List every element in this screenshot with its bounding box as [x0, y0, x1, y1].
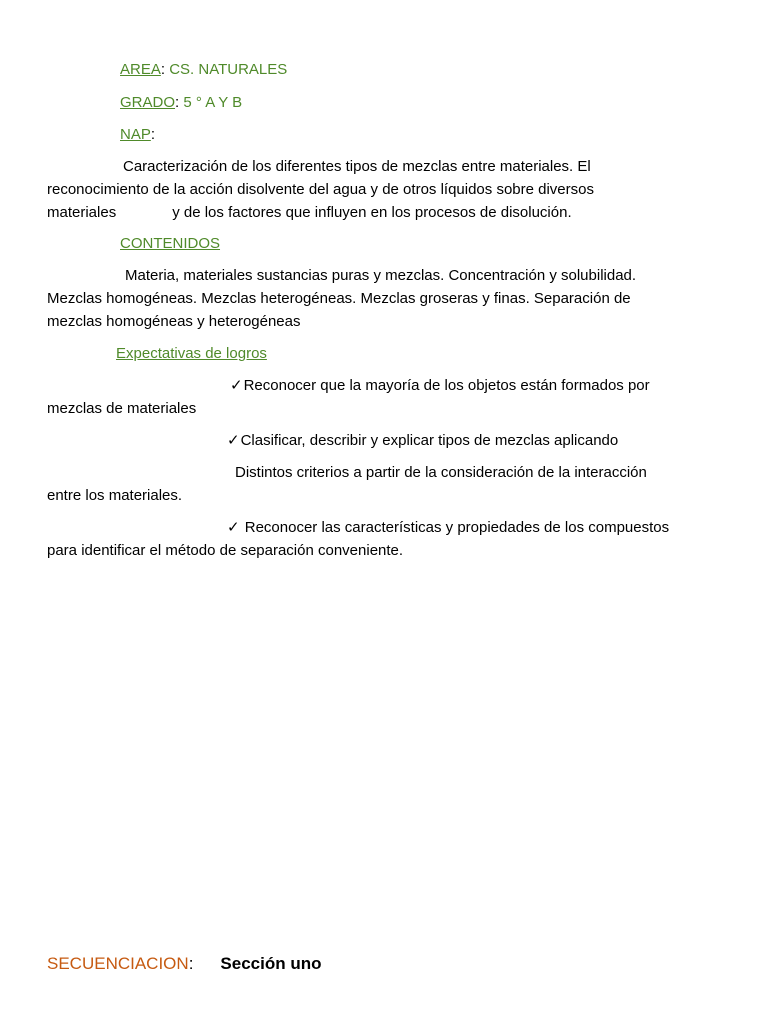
secuenciacion-value: Sección uno — [220, 954, 322, 973]
nap-line — [120, 123, 155, 146]
expectativa-text: Clasificar, describir y explicar tipos de mezclas aplicando — [240, 432, 619, 449]
secuenciacion-label: SECUENCIACION — [47, 954, 189, 973]
area-label: AREA — [120, 61, 161, 78]
area-value: CS. NATURALES — [165, 61, 288, 78]
nap-paragraph-fragment: y de los factores que influyen en los procesos de disolución. — [172, 204, 572, 221]
nap-paragraph — [47, 155, 717, 224]
expectativa-item — [47, 429, 717, 452]
check-mark-icon: ✓ — [230, 377, 243, 394]
secuenciacion-line — [47, 951, 322, 977]
grado-separator: : — [175, 94, 180, 111]
nap-paragraph-row: Caracterización de los diferentes tipos de mezclas entre materiales. El — [123, 158, 591, 175]
contenidos-row: Mezclas homogéneas. Mezclas heterogéneas. Mezclas groseras y finas. Separación de — [47, 290, 631, 307]
expectativa-continuation: mezclas de materiales — [47, 400, 197, 417]
secuenciacion-separator: : — [188, 954, 194, 973]
grado-line — [120, 91, 242, 114]
nap-paragraph-fragment: materiales — [47, 204, 117, 221]
expectativa-text: Distintos criterios a partir de la consideración de la interacción — [235, 464, 647, 481]
nap-paragraph-row — [47, 201, 717, 224]
grado-value: 5 ° A Y B — [179, 94, 243, 111]
nap-label: NAP — [120, 126, 151, 143]
expectativa-continuation: entre los materiales. — [47, 487, 183, 504]
expectativa-continuation: para identificar el método de separación conveniente. — [47, 542, 404, 559]
contenidos-row: mezclas homogéneas y heterogéneas — [47, 313, 301, 330]
expectativa-text: Reconocer que la mayoría de los objetos están formados por — [243, 377, 650, 394]
grado-label: GRADO — [120, 94, 176, 111]
expectativa-item — [47, 461, 717, 507]
check-mark-icon: ✓ — [227, 519, 240, 536]
contenidos-paragraph — [47, 264, 717, 333]
expectativa-text: Reconocer las características y propiedades de los compuestos — [240, 519, 670, 536]
expectativa-item — [47, 516, 717, 562]
expectativas-heading: Expectativas de logros — [116, 345, 267, 362]
nap-paragraph-row: reconocimiento de la acción disolvente del agua y de otros líquidos sobre diversos — [47, 181, 594, 198]
nap-separator: : — [150, 126, 156, 143]
contenidos-row: Materia, materiales sustancias puras y mezclas. Concentración y solubilidad. — [125, 267, 637, 284]
check-mark-icon: ✓ — [227, 432, 240, 449]
contenidos-heading: CONTENIDOS — [120, 235, 221, 252]
area-separator: : — [160, 61, 166, 78]
expectativa-item — [47, 374, 717, 420]
area-line — [120, 58, 287, 81]
